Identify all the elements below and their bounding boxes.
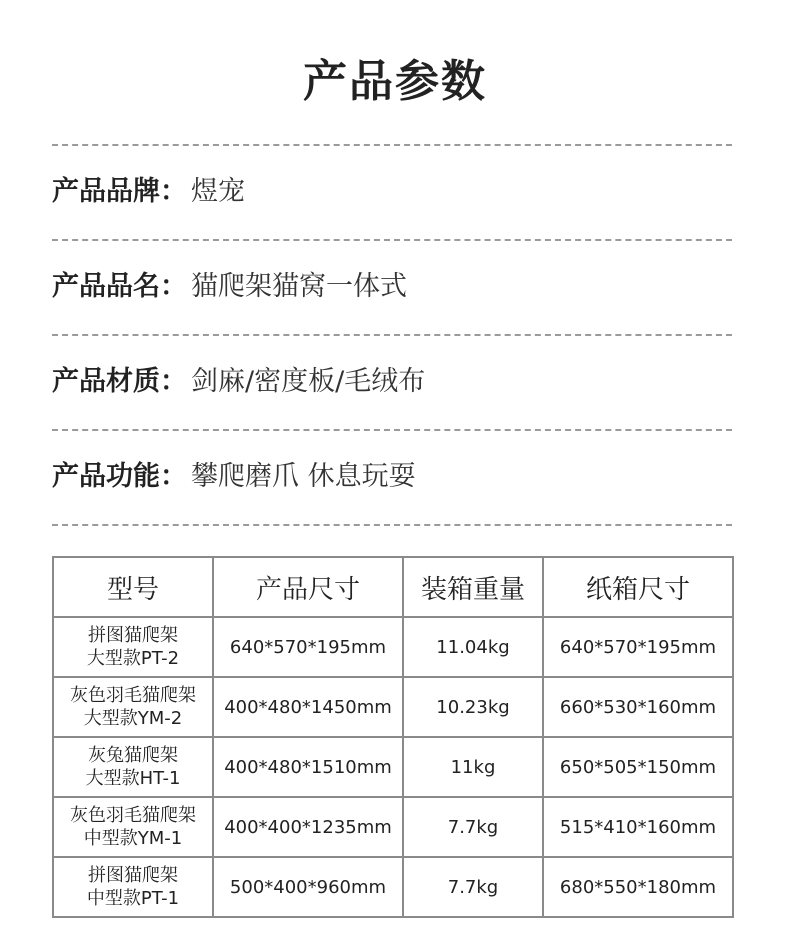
model-name: 灰色羽毛猫爬架 <box>70 805 196 826</box>
model-cell <box>53 857 213 917</box>
spec-table-container <box>52 556 732 918</box>
carton-size-cell: 680*550*180mm <box>543 857 733 917</box>
dashed-divider <box>52 429 732 431</box>
table-header-row <box>53 557 733 617</box>
carton-size-cell: 515*410*160mm <box>543 797 733 857</box>
carton-size-cell: 660*530*160mm <box>543 677 733 737</box>
spec-value: 煜宠 <box>191 176 245 207</box>
table-row <box>53 737 733 797</box>
carton-size-cell: 640*570*195mm <box>543 617 733 677</box>
model-variant: 大型款YM-2 <box>83 708 183 729</box>
dashed-divider <box>52 524 732 526</box>
dashed-divider <box>52 144 732 146</box>
model-cell <box>53 737 213 797</box>
spec-table <box>52 556 734 918</box>
table-row <box>53 857 733 917</box>
spec-value: 猫爬架猫窝一体式 <box>191 271 407 302</box>
product-size-cell: 400*480*1510mm <box>213 737 403 797</box>
spec-label: 产品品名： <box>52 271 187 302</box>
packed-weight-cell: 10.23kg <box>403 677 543 737</box>
model-cell <box>53 677 213 737</box>
model-cell <box>53 797 213 857</box>
spec-row-material <box>52 362 732 402</box>
packed-weight-cell: 11.04kg <box>403 617 543 677</box>
spec-value: 攀爬磨爪 休息玩耍 <box>191 461 416 492</box>
model-name: 拼图猫爬架 <box>88 625 178 646</box>
product-size-cell: 640*570*195mm <box>213 617 403 677</box>
dashed-divider <box>52 239 732 241</box>
packed-weight-cell: 11kg <box>403 737 543 797</box>
model-variant: 中型款YM-1 <box>83 828 183 849</box>
model-cell <box>53 617 213 677</box>
model-name: 拼图猫爬架 <box>88 865 178 886</box>
carton-size-cell: 650*505*150mm <box>543 737 733 797</box>
table-row <box>53 677 733 737</box>
spec-row-product-name <box>52 267 732 307</box>
model-name: 灰兔猫爬架 <box>88 745 178 766</box>
packed-weight-cell: 7.7kg <box>403 797 543 857</box>
product-size-cell: 500*400*960mm <box>213 857 403 917</box>
spec-label: 产品品牌： <box>52 176 187 207</box>
model-variant: 大型款HT-1 <box>85 768 181 789</box>
product-size-cell: 400*400*1235mm <box>213 797 403 857</box>
model-name: 灰色羽毛猫爬架 <box>70 685 196 706</box>
column-header-product-size: 产品尺寸 <box>213 557 403 617</box>
dashed-divider <box>52 334 732 336</box>
column-header-carton-size: 纸箱尺寸 <box>543 557 733 617</box>
spec-value: 剑麻/密度板/毛绒布 <box>191 366 426 397</box>
column-header-packed-weight: 装箱重量 <box>403 557 543 617</box>
table-row <box>53 617 733 677</box>
spec-label: 产品材质： <box>52 366 187 397</box>
column-header-model: 型号 <box>53 557 213 617</box>
spec-label: 产品功能： <box>52 461 187 492</box>
table-row <box>53 797 733 857</box>
packed-weight-cell: 7.7kg <box>403 857 543 917</box>
model-variant: 大型款PT-2 <box>86 648 180 669</box>
spec-row-function <box>52 457 732 497</box>
model-variant: 中型款PT-1 <box>86 888 180 909</box>
page-title: 产品参数 <box>303 56 487 107</box>
spec-row-brand <box>52 172 732 212</box>
product-size-cell: 400*480*1450mm <box>213 677 403 737</box>
